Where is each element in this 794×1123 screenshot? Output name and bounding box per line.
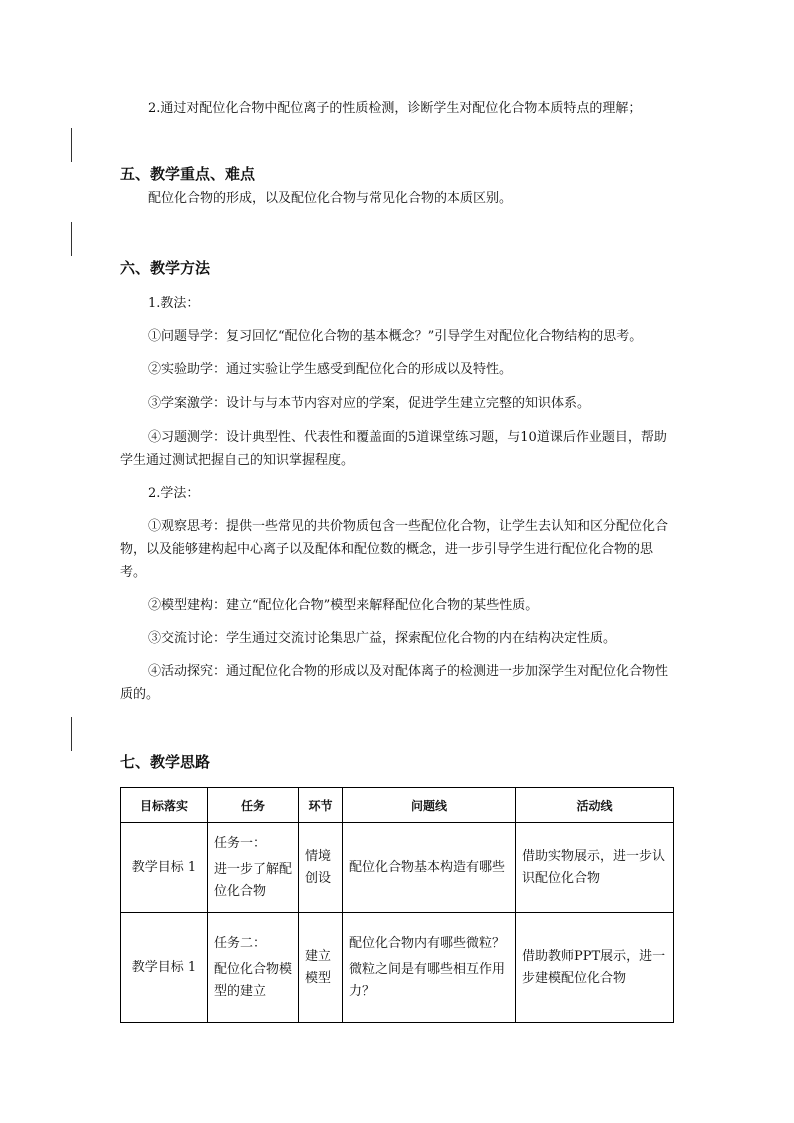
teach-method-2: ②实验助学：通过实验让学生感受到配位化合的形成以及特性。 bbox=[148, 362, 513, 377]
question-line: 微粒之间是有哪些相互作用力？ bbox=[349, 961, 506, 999]
teaching-plan-table bbox=[120, 787, 674, 1023]
goal-cell: 教学目标 1 bbox=[121, 823, 208, 913]
section-6-title: 六、教学方法 bbox=[120, 259, 211, 277]
learn-method-1: ①观察思考：提供一些常见的共价物质包含一些配位化合物，让学生去认知和区分配位化合物，以及能够建构起中心离子以及配体和配位数的概念，进一步引导学生进行配位化合物的思考。 bbox=[120, 519, 669, 580]
goal-cell: 教学目标 1 bbox=[121, 913, 208, 1023]
header-activity: 活动线 bbox=[516, 788, 674, 823]
section-5-body: 配位化合物的形成，以及配位化合物与常见化合物的本质区别。 bbox=[148, 191, 513, 206]
question-cell bbox=[343, 913, 516, 1023]
learn-method-4: ④活动探究：通过配位化合物的形成以及对配体离子的检测进一步加深学生对配位化合物性质的。 bbox=[120, 664, 669, 702]
teach-method-3: ③学案激学：设计与与本节内容对应的学案，促进学生建立完整的知识体系。 bbox=[148, 396, 591, 411]
stage-cell: 建立模型 bbox=[299, 913, 343, 1023]
table-header-row bbox=[121, 788, 674, 823]
margin-bar bbox=[71, 717, 72, 751]
task-cell bbox=[208, 913, 299, 1023]
activity-cell: 借助实物展示，进一步认识配位化合物 bbox=[516, 823, 674, 913]
task-desc: 配位化合物模型的建立 bbox=[214, 961, 293, 999]
question-cell: 配位化合物基本构造有哪些 bbox=[343, 823, 516, 913]
teach-method-1: ①问题导学：复习回忆“配位化合物的基本概念？”引导学生对配位化合物结构的思考。 bbox=[148, 329, 643, 344]
task-cell bbox=[208, 823, 299, 913]
task-label: 任务一： bbox=[214, 835, 267, 851]
task-label: 任务二： bbox=[214, 935, 267, 951]
margin-bar bbox=[71, 128, 72, 162]
header-stage: 环节 bbox=[299, 788, 343, 823]
table-row bbox=[121, 913, 674, 1023]
teach-method-4: ④习题测学：设计典型性、代表性和覆盖面的5道课堂练习题，与10道课后作业题目，帮助学生通过测试把握自己的知识掌握程度。 bbox=[120, 430, 667, 468]
task-desc: 进一步了解配位化合物 bbox=[214, 861, 293, 899]
header-goal: 目标落实 bbox=[121, 788, 208, 823]
learn-method-2: ②模型建构：建立“配位化合物”模型来解释配位化合物的某些性质。 bbox=[148, 598, 539, 613]
stage-cell: 情境创设 bbox=[299, 823, 343, 913]
question-line: 配位化合物内有哪些微粒？ bbox=[349, 935, 506, 951]
objective-item-2: 2.通过对配位化合物中配位离子的性质检测，诊断学生对配位化合物本质特点的理解； bbox=[148, 101, 642, 116]
teach-method-title: 1.教法： bbox=[148, 296, 200, 311]
learn-method-3: ③交流讨论：学生通过交流讨论集思广益，探索配位化合物的内在结构决定性质。 bbox=[148, 631, 617, 646]
section-5-title: 五、教学重点、难点 bbox=[120, 165, 256, 183]
table-row bbox=[121, 823, 674, 913]
header-question: 问题线 bbox=[343, 788, 516, 823]
activity-cell: 借助教师PPT展示，进一步建模配位化合物 bbox=[516, 913, 674, 1023]
margin-bar bbox=[71, 222, 72, 256]
section-7-title: 七、教学思路 bbox=[120, 753, 211, 771]
learn-method-title: 2.学法： bbox=[148, 486, 200, 501]
header-task: 任务 bbox=[208, 788, 299, 823]
